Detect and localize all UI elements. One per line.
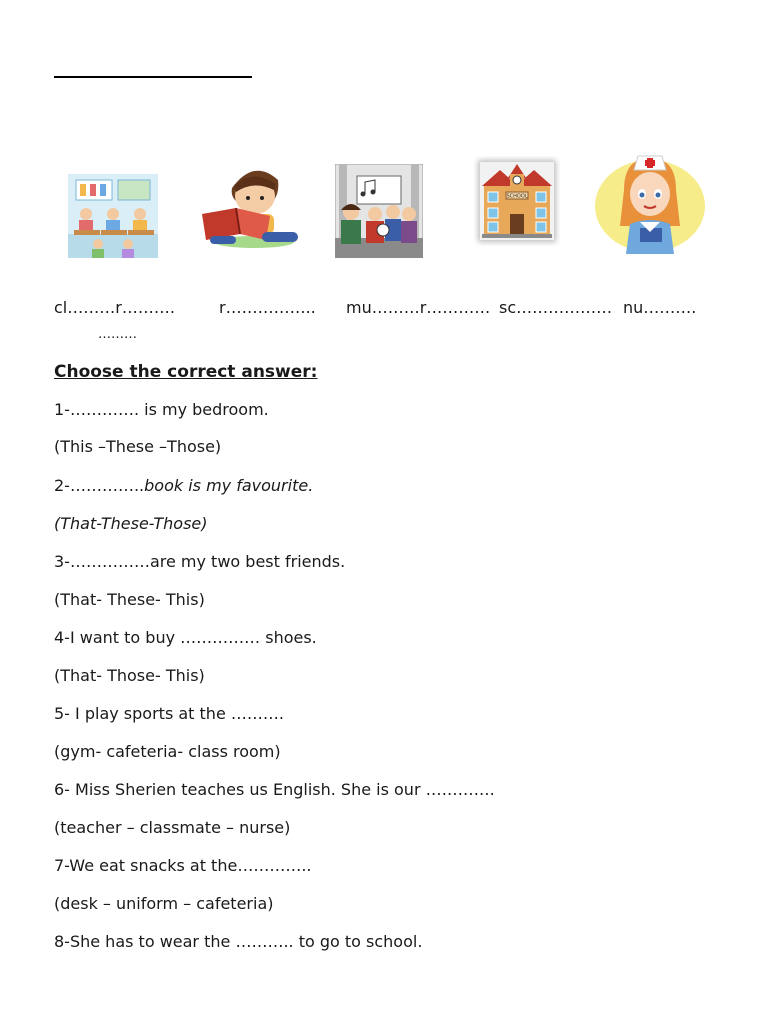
blank-word-5: nu……….: [623, 298, 697, 317]
picture-nurse: [594, 150, 708, 256]
section-heading: Choose the correct answer:: [54, 362, 318, 382]
picture-school-building: [474, 156, 560, 246]
title-blank-line: [54, 76, 252, 78]
question-2: 2-…………..book is my favourite.: [54, 476, 314, 495]
question-5-options: (gym- cafeteria- class room): [54, 742, 281, 761]
question-3: 3-……………are my two best friends.: [54, 552, 346, 571]
question-6-options: (teacher – classmate – nurse): [54, 818, 291, 837]
question-7-options: (desk – uniform – cafeteria): [54, 894, 274, 913]
question-1-options: (This –These –Those): [54, 437, 222, 456]
blank-word-2: r……………..: [219, 298, 316, 317]
question-2-options: (That-These-Those): [54, 514, 208, 533]
svg-text:SCHOOL: SCHOOL: [506, 193, 528, 200]
question-4: 4-I want to buy …………… shoes.: [54, 628, 317, 647]
music-room-icon: [335, 164, 423, 258]
question-7: 7-We eat snacks at the…………..: [54, 856, 312, 875]
school-building-icon: [474, 156, 560, 246]
question-8: 8-She has to wear the ……….. to go to school.: [54, 932, 423, 951]
blank-word-3: mu………r…………: [346, 298, 491, 317]
reading-boy-icon: [192, 158, 310, 250]
blank-word-4: sc………………: [499, 298, 613, 317]
classroom-icon: [68, 174, 158, 258]
nurse-icon: [594, 150, 708, 256]
picture-music-room: [335, 164, 423, 258]
question-5: 5- I play sports at the ……….: [54, 704, 284, 723]
picture-classroom: [68, 174, 158, 258]
question-4-options: (That- Those- This): [54, 666, 205, 685]
question-1: 1-…………. is my bedroom.: [54, 400, 269, 419]
picture-reading-boy: [192, 158, 310, 250]
question-6: 6- Miss Sherien teaches us English. She is our ………….: [54, 780, 495, 799]
blank-word-1: cl………r……….: [54, 298, 175, 317]
question-3-options: (That- These- This): [54, 590, 205, 609]
blank-word-continuation: ………: [98, 327, 137, 342]
